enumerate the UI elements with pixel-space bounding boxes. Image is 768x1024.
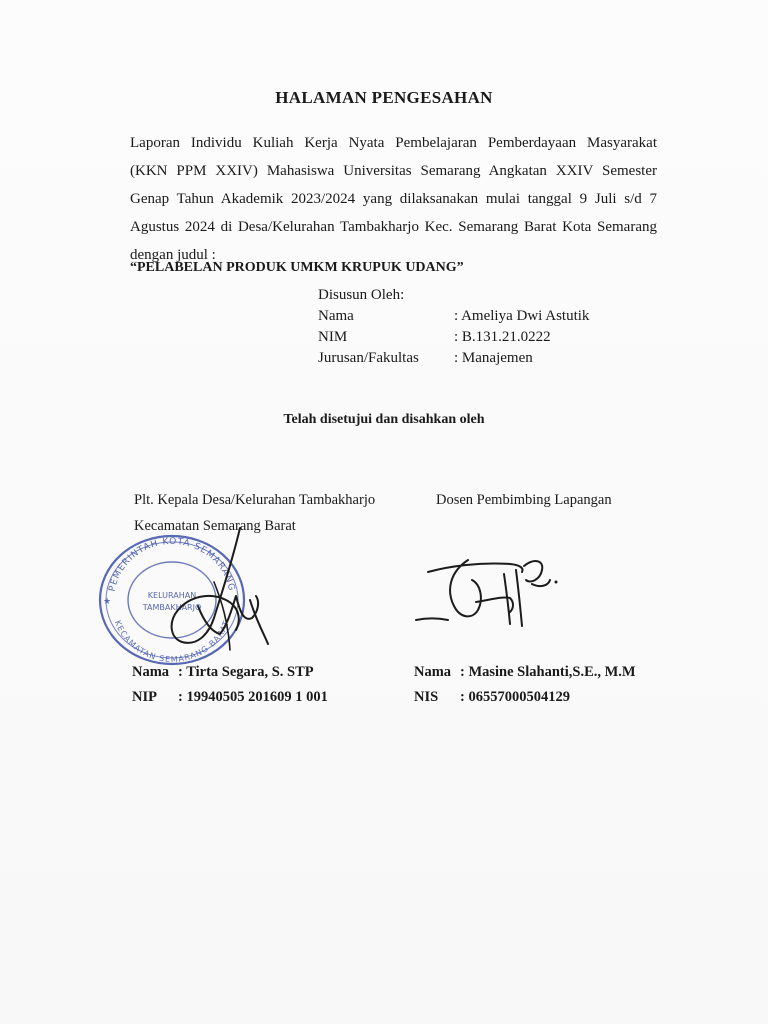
author-name-label: Nama	[318, 308, 354, 324]
author-nim-value: : B.131.21.0222	[454, 329, 551, 345]
left-signature	[152, 522, 272, 662]
paragraph-line: dengan judul :	[130, 247, 216, 263]
right-id-value: : 06557000504129	[460, 689, 570, 705]
right-name-label: Nama	[414, 664, 452, 680]
right-signatory-position	[436, 487, 612, 513]
right-signature	[410, 540, 570, 640]
left-id-value: : 19940505 201609 1 001	[178, 689, 328, 705]
left-id-label: NIP	[132, 689, 157, 705]
stamp-top-text: PEMERINTAH KOTA SEMARANG	[107, 536, 237, 593]
stamp-bottom-text: KECAMATAN SEMARANG BARAT	[112, 619, 232, 665]
page-title: HALAMAN PENGESAHAN	[275, 88, 493, 107]
stamp-inner-line1: KELURAHAN	[147, 591, 197, 600]
paragraph-line: Laporan Individu Kuliah Kerja Nyata Pembelajaran Pemberdayaan Masyarakat	[130, 135, 657, 151]
stamp-star-icon: ★	[103, 597, 112, 607]
left-signatory-details	[132, 660, 328, 710]
left-name-value: : Tirta Segara, S. STP	[178, 664, 314, 680]
right-signatory-details	[414, 660, 636, 710]
stamp-inner-line2: TAMBAKHARJO	[142, 603, 202, 612]
paragraph-line: Agustus 2024 di Desa/Kelurahan Tambakharjo Kec. Semarang Barat Kota Semarang	[130, 219, 657, 235]
author-info	[318, 285, 589, 369]
author-name-value: : Ameliya Dwi Astutik	[454, 308, 590, 324]
left-position-line2: Kecamatan Semarang Barat	[134, 518, 296, 534]
author-nim-label: NIM	[318, 329, 348, 345]
left-position-line1: Plt. Kepala Desa/Kelurahan Tambakharjo	[134, 492, 376, 508]
left-name-label: Nama	[132, 664, 170, 680]
paragraph-line: Genap Tahun Akademik 2023/2024 yang dilaksanakan mulai tanggal 9 Juli s/d 7	[130, 191, 657, 207]
approval-heading: Telah disetujui dan disahkan oleh	[283, 412, 485, 427]
right-position-line1: Dosen Pembimbing Lapangan	[436, 492, 612, 508]
author-heading: Disusun Oleh:	[318, 287, 405, 303]
author-dept-label: Jurusan/Fakultas	[318, 350, 419, 366]
right-id-label: NIS	[414, 689, 439, 705]
intro-paragraph	[130, 129, 657, 269]
report-title: “PELABELAN PRODUK UMKM KRUPUK UDANG”	[130, 260, 464, 275]
right-name-value: : Masine Slahanti,S.E., M.M	[460, 664, 636, 680]
author-dept-value: : Manajemen	[454, 350, 533, 366]
paragraph-line: (KKN PPM XXIV) Mahasiswa Universitas Semarang Angkatan XXIV Semester	[130, 163, 657, 179]
